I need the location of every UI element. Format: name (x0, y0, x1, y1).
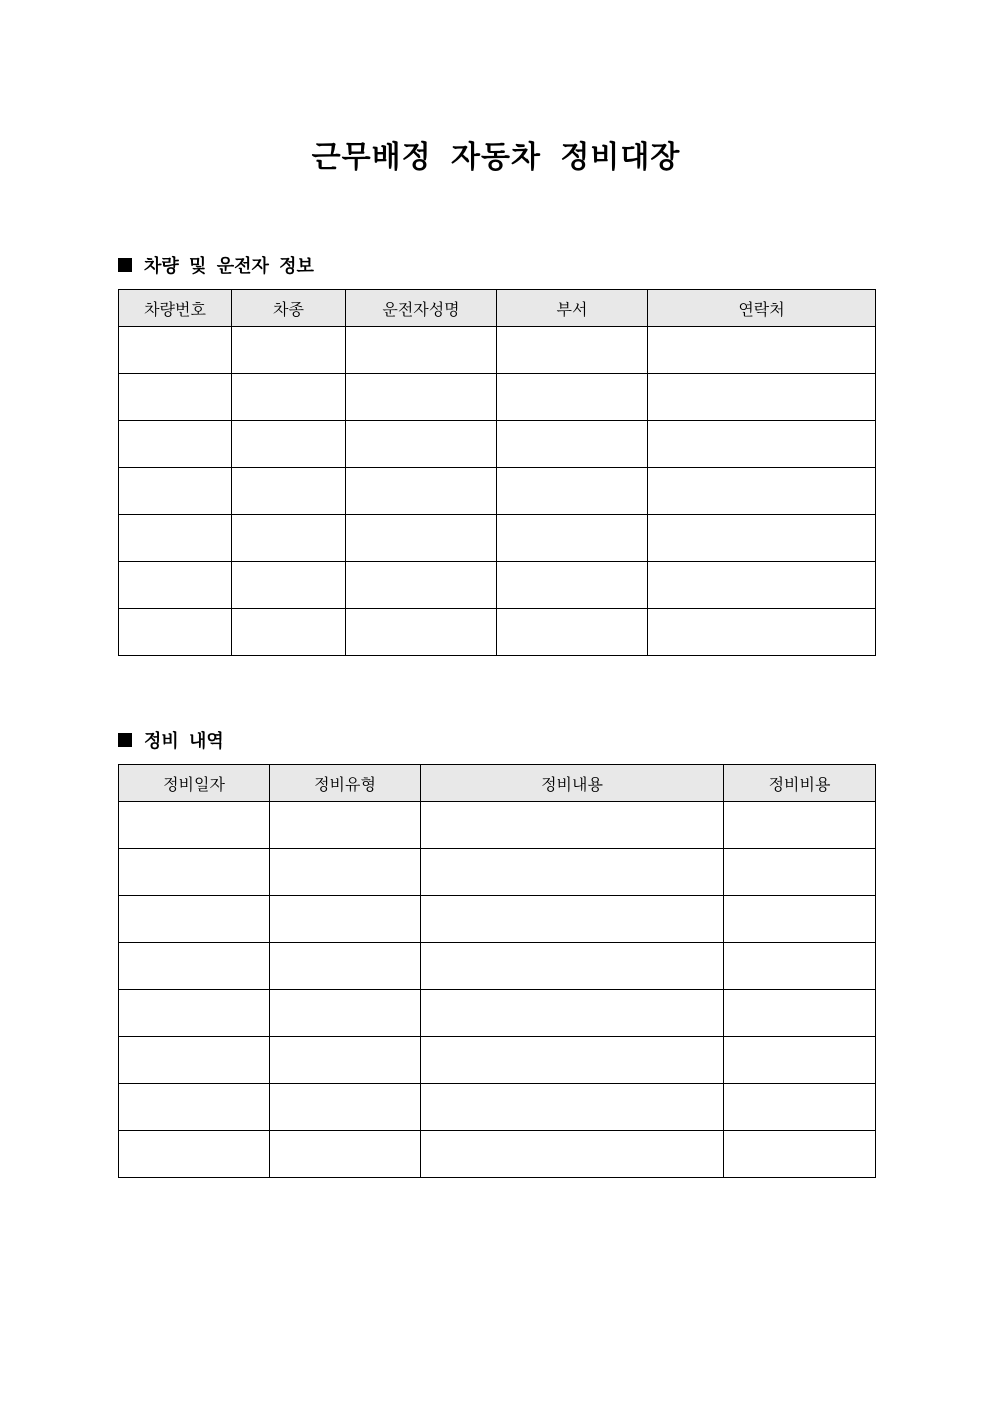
table-row (119, 515, 876, 562)
table-cell[interactable] (497, 374, 648, 421)
table-cell[interactable] (346, 327, 497, 374)
table-cell[interactable] (346, 515, 497, 562)
table-row (119, 1037, 876, 1084)
table-cell[interactable] (648, 562, 876, 609)
table-row (119, 468, 876, 515)
table-cell[interactable] (421, 802, 724, 849)
vehicle-info-table (118, 289, 876, 656)
table-cell[interactable] (724, 849, 876, 896)
table-row (119, 609, 876, 656)
table-cell[interactable] (119, 990, 270, 1037)
table-cell[interactable] (497, 515, 648, 562)
table-cell[interactable] (232, 609, 346, 656)
table-cell[interactable] (270, 1131, 421, 1178)
table-cell[interactable] (119, 1037, 270, 1084)
table-cell[interactable] (270, 1084, 421, 1131)
table-cell[interactable] (497, 562, 648, 609)
maintenance-header-row (119, 765, 876, 802)
table-row (119, 849, 876, 896)
table-cell[interactable] (270, 802, 421, 849)
table-cell[interactable] (270, 990, 421, 1037)
table-cell[interactable] (724, 896, 876, 943)
table-cell[interactable] (421, 943, 724, 990)
table-cell[interactable] (421, 1037, 724, 1084)
table-cell[interactable] (497, 468, 648, 515)
table-cell[interactable] (724, 990, 876, 1037)
table-cell[interactable] (119, 943, 270, 990)
table-row (119, 421, 876, 468)
table-cell[interactable] (119, 849, 270, 896)
table-cell[interactable] (724, 1037, 876, 1084)
table-row (119, 1084, 876, 1131)
table-cell[interactable] (270, 849, 421, 896)
table-cell[interactable] (346, 421, 497, 468)
table-cell[interactable] (119, 374, 232, 421)
table-cell[interactable] (346, 609, 497, 656)
table-cell[interactable] (119, 421, 232, 468)
table-cell[interactable] (346, 468, 497, 515)
table-cell[interactable] (119, 468, 232, 515)
table-cell[interactable] (421, 1131, 724, 1178)
table-cell[interactable] (648, 327, 876, 374)
column-header-maintenance-details: 정비내용 (421, 765, 724, 802)
table-row (119, 990, 876, 1037)
table-cell[interactable] (421, 896, 724, 943)
table-cell[interactable] (232, 327, 346, 374)
column-header-maintenance-date: 정비일자 (119, 765, 270, 802)
table-row (119, 896, 876, 943)
table-row (119, 802, 876, 849)
table-cell[interactable] (119, 896, 270, 943)
table-cell[interactable] (232, 421, 346, 468)
table-cell[interactable] (648, 374, 876, 421)
table-cell[interactable] (421, 849, 724, 896)
table-cell[interactable] (119, 515, 232, 562)
table-cell[interactable] (119, 562, 232, 609)
table-cell[interactable] (497, 421, 648, 468)
table-cell[interactable] (270, 896, 421, 943)
table-cell[interactable] (346, 374, 497, 421)
table-cell[interactable] (232, 562, 346, 609)
maintenance-history-table (118, 764, 876, 1178)
column-header-vehicle-number: 차량번호 (119, 290, 232, 327)
table-cell[interactable] (119, 1131, 270, 1178)
table-cell[interactable] (346, 562, 497, 609)
document-title: 근무배정 자동차 정비대장 (311, 140, 681, 175)
table-cell[interactable] (497, 327, 648, 374)
table-cell[interactable] (421, 990, 724, 1037)
column-header-contact: 연락처 (648, 290, 876, 327)
table-cell[interactable] (724, 943, 876, 990)
table-row (119, 374, 876, 421)
table-row (119, 562, 876, 609)
table-cell[interactable] (232, 374, 346, 421)
table-row (119, 943, 876, 990)
table-cell[interactable] (648, 421, 876, 468)
table-cell[interactable] (270, 1037, 421, 1084)
table-cell[interactable] (119, 1084, 270, 1131)
table-row (119, 1131, 876, 1178)
column-header-maintenance-cost: 정비비용 (724, 765, 876, 802)
vehicle-header-row (119, 290, 876, 327)
table-cell[interactable] (232, 468, 346, 515)
table-cell[interactable] (119, 802, 270, 849)
maintenance-section-title: 정비 내역 (144, 731, 224, 752)
table-cell[interactable] (648, 468, 876, 515)
vehicle-section-heading (118, 252, 314, 278)
column-header-driver-name: 운전자성명 (346, 290, 497, 327)
table-cell[interactable] (724, 802, 876, 849)
table-cell[interactable] (119, 609, 232, 656)
vehicle-section-title: 차량 및 운전자 정보 (144, 256, 314, 277)
column-header-maintenance-type: 정비유형 (270, 765, 421, 802)
column-header-department: 부서 (497, 290, 648, 327)
table-cell[interactable] (724, 1084, 876, 1131)
table-cell[interactable] (270, 943, 421, 990)
table-cell[interactable] (119, 327, 232, 374)
table-cell[interactable] (497, 609, 648, 656)
table-row (119, 327, 876, 374)
square-bullet-icon (118, 258, 132, 272)
maintenance-section-heading (118, 727, 224, 753)
table-cell[interactable] (232, 515, 346, 562)
square-bullet-icon (118, 733, 132, 747)
table-cell[interactable] (421, 1084, 724, 1131)
table-cell[interactable] (648, 515, 876, 562)
table-cell[interactable] (648, 609, 876, 656)
table-cell[interactable] (724, 1131, 876, 1178)
column-header-vehicle-type: 차종 (232, 290, 346, 327)
